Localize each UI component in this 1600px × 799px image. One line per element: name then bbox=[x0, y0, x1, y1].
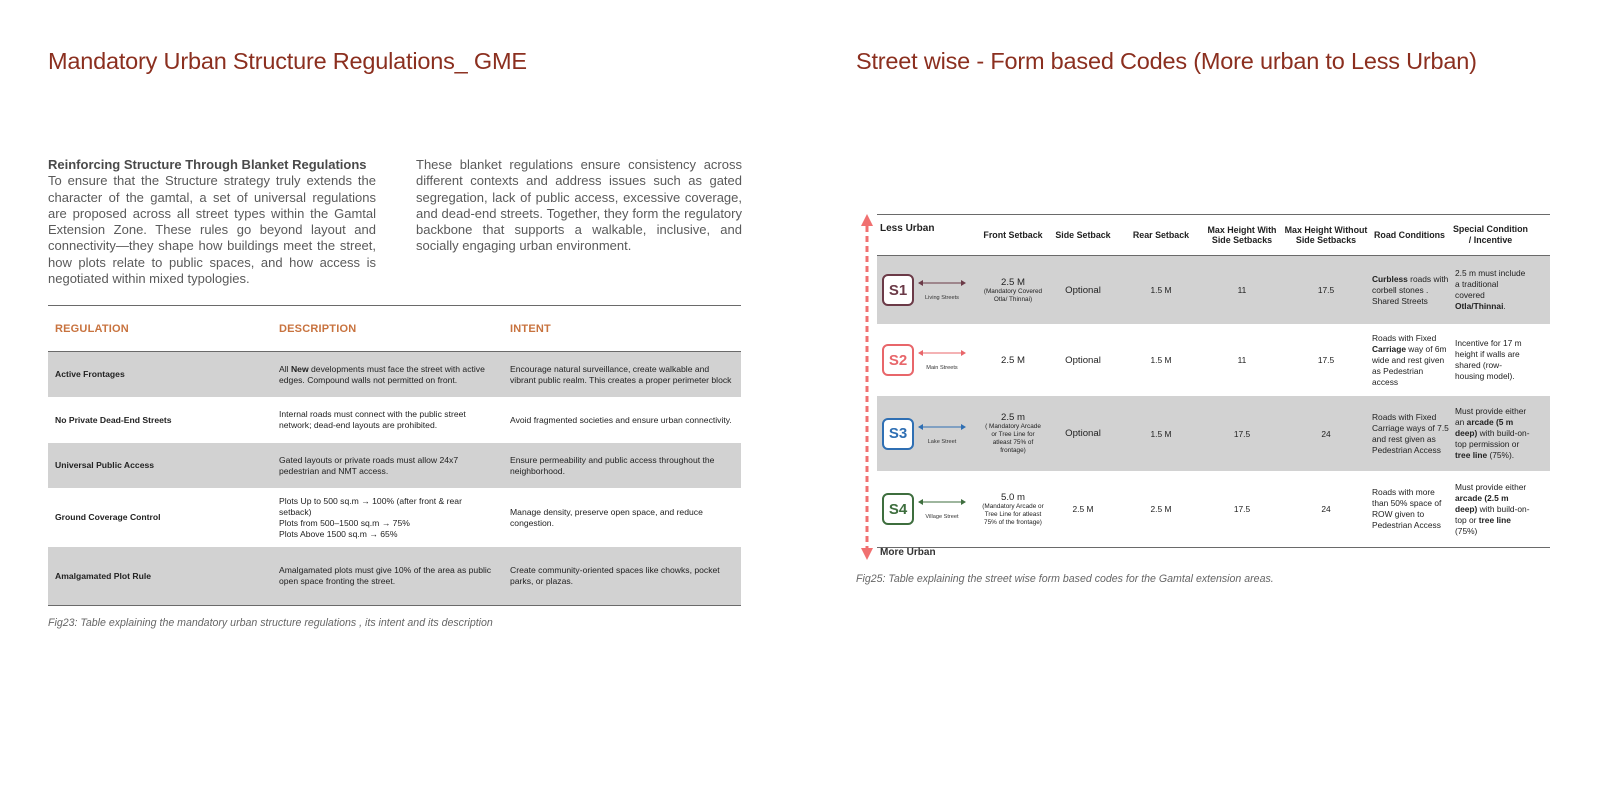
street-code-badge: S4 bbox=[882, 493, 914, 525]
side-setback: 2.5 M bbox=[1072, 504, 1094, 514]
table-row bbox=[877, 396, 1550, 471]
max-height-with-setbacks: 11 bbox=[1237, 285, 1247, 295]
street-name: Living Streets bbox=[925, 295, 959, 301]
regulation-description: Gated layouts or private roads must allow 24x7 pedestrian and NMT access. bbox=[279, 454, 459, 476]
double-arrow-icon bbox=[918, 423, 966, 431]
codes-table-header bbox=[877, 215, 1550, 256]
max-height-without-setbacks: 17.5 bbox=[1317, 355, 1335, 365]
regulation-intent: Encourage natural surveillance, create walkable and vibrant public realm. This creates a proper perimeter block bbox=[510, 363, 732, 385]
intro-column-2: These blanket regulations ensure consistency across different contexts and address issues such as gated segregation, lack of public access, excessive coverage, and dead-end streets. Together, they form the regulatory backbone that supports a walkable, inclusive, and socially engaging urban environment. bbox=[416, 157, 742, 254]
regulation-name: Universal Public Access bbox=[55, 460, 155, 470]
more-urban-label: More Urban bbox=[880, 547, 936, 558]
header-special-condition: Special Condition / Incentive bbox=[1453, 224, 1528, 245]
road-conditions: Roads with Fixed Carriage ways of 7.5 and rest given as Pedestrian Access bbox=[1372, 411, 1449, 455]
intro-column-1 bbox=[48, 157, 376, 287]
max-height-with-setbacks: 17.5 bbox=[1233, 428, 1251, 439]
table-row bbox=[877, 471, 1550, 548]
form-based-codes-table bbox=[877, 214, 1550, 548]
table-row bbox=[48, 443, 741, 488]
road-conditions: Roads with Fixed Carriage way of 6m wide and rest given as Pedestrian access bbox=[1372, 332, 1447, 387]
max-height-without-setbacks: 24 bbox=[1321, 428, 1331, 439]
side-setback: Optional bbox=[1065, 354, 1101, 366]
street-name: Main Streets bbox=[926, 365, 958, 371]
front-setback: 2.5 M bbox=[1001, 354, 1025, 366]
table-row bbox=[48, 488, 741, 547]
regulation-intent: Create community-oriented spaces like chowks, pocket parks, or plazas. bbox=[510, 565, 720, 586]
left-page-title: Mandatory Urban Structure Regulations_ GME bbox=[48, 48, 527, 74]
header-front-setback: Front Setback bbox=[983, 230, 1043, 240]
street-code-badge: S1 bbox=[882, 274, 914, 306]
rear-setback: 1.5 M bbox=[1150, 355, 1172, 365]
left-figure-caption: Fig23: Table explaining the mandatory urban structure regulations , its intent and its description bbox=[48, 617, 493, 629]
less-urban-label: Less Urban bbox=[880, 223, 935, 234]
intro-text-1: To ensure that the Structure strategy truly extends the character of the gamtal, a set of universal regulations are proposed across all street types within the Gamtal Extension Zone. These rules go beyond layout and connectivity—they shape how buildings meet the street, how plots relate to public spaces, and how access is negotiated within mixed typologies. bbox=[48, 173, 376, 287]
street-type-s4 bbox=[877, 493, 982, 525]
regulations-table bbox=[48, 305, 741, 606]
regulations-table-header bbox=[48, 305, 741, 352]
regulation-name: Amalgamated Plot Rule bbox=[55, 570, 151, 581]
regulation-name: Ground Coverage Control bbox=[55, 512, 161, 522]
road-conditions: Curbless roads with corbell stones . Shared Streets bbox=[1372, 273, 1449, 306]
header-description: DESCRIPTION bbox=[279, 322, 357, 335]
header-max-height-without: Max Height Without Side Setbacks bbox=[1284, 225, 1368, 245]
table-row bbox=[48, 397, 741, 443]
regulation-description: Internal roads must connect with the public street network; dead-end layouts are prohibited. bbox=[279, 409, 466, 430]
max-height-with-setbacks: 17.5 bbox=[1233, 504, 1251, 514]
special-condition: 2.5 m must include a traditional covered Otla/Thinnai. bbox=[1455, 268, 1526, 311]
table-row bbox=[48, 547, 741, 606]
table-row bbox=[877, 324, 1550, 396]
regulation-name: Active Frontages bbox=[55, 369, 125, 379]
street-type-s2 bbox=[877, 344, 982, 376]
street-name: Lake Street bbox=[927, 438, 957, 445]
rear-setback: 1.5 M bbox=[1150, 285, 1172, 295]
max-height-with-setbacks: 11 bbox=[1237, 355, 1247, 365]
regulation-intent: Manage density, preserve open space, and reduce congestion. bbox=[510, 506, 703, 528]
header-intent: INTENT bbox=[510, 322, 551, 335]
intro-heading: Reinforcing Structure Through Blanket Regulations bbox=[48, 157, 367, 172]
road-conditions: Roads with more than 50% space of ROW given to Pedestrian Access bbox=[1372, 487, 1442, 530]
street-type-s3 bbox=[877, 418, 982, 450]
rear-setback: 2.5 M bbox=[1150, 504, 1172, 514]
regulation-intent: Ensure permeability and public access throughout the neighborhood. bbox=[510, 454, 715, 476]
side-setback: Optional bbox=[1065, 284, 1101, 296]
max-height-without-setbacks: 17.5 bbox=[1317, 285, 1335, 295]
double-arrow-icon bbox=[918, 349, 966, 357]
street-code-badge: S2 bbox=[882, 344, 914, 376]
regulation-description: Plots Up to 500 sq.m → 100% (after front & rear setback) Plots from 500–1500 sq.m → 75% Plots Above 1500 sq.m → 65% bbox=[279, 495, 462, 539]
header-side-setback: Side Setback bbox=[1055, 230, 1111, 240]
special-condition: Must provide either an arcade (5 m deep) with build-on-top permission or tree line (75%). bbox=[1455, 406, 1530, 460]
regulation-description: Amalgamated plots must give 10% of the area as public open space fronting the street. bbox=[279, 565, 492, 586]
street-code-badge: S3 bbox=[882, 418, 914, 450]
right-page-title: Street wise - Form based Codes (More urban to Less Urban) bbox=[856, 48, 1477, 74]
side-setback: Optional bbox=[1065, 428, 1101, 439]
table-row bbox=[48, 352, 741, 397]
header-rear-setback: Rear Setback bbox=[1132, 230, 1190, 240]
front-setback: 5.0 m (Mandatory Arcade or Tree Line for atleast 75% of the frontage) bbox=[982, 491, 1044, 526]
regulation-description: All New developments must face the street with active edges. Compound walls not permitted on front. bbox=[279, 363, 485, 385]
table-row bbox=[877, 256, 1550, 324]
street-type-s1 bbox=[877, 274, 982, 306]
street-name: Village Street bbox=[925, 514, 959, 520]
urban-gradient-arrow bbox=[860, 212, 874, 562]
double-arrow-icon bbox=[918, 498, 966, 506]
header-regulation: REGULATION bbox=[55, 322, 129, 335]
regulation-intent: Avoid fragmented societies and ensure urban connectivity. bbox=[510, 414, 732, 425]
max-height-without-setbacks: 24 bbox=[1321, 504, 1331, 514]
front-setback: 2.5 M (Mandatory Covered Otla/ Thinnai) bbox=[983, 276, 1043, 303]
header-max-height-with: Max Height With Side Setbacks bbox=[1207, 225, 1277, 245]
regulation-name: No Private Dead-End Streets bbox=[55, 414, 172, 425]
double-arrow-icon bbox=[918, 279, 966, 287]
front-setback: 2.5 m ( Mandatory Arcade or Tree Line for atleast 75% of frontage) bbox=[985, 412, 1041, 454]
rear-setback: 1.5 M bbox=[1150, 428, 1172, 439]
header-road-conditions: Road Conditions bbox=[1374, 229, 1445, 240]
right-figure-caption: Fig25: Table explaining the street wise form based codes for the Gamtal extension areas. bbox=[856, 573, 1274, 585]
special-condition: Incentive for 17 m height if walls are shared (row-housing model). bbox=[1455, 338, 1522, 381]
special-condition: Must provide either arcade (2.5 m deep) with build-on-top or tree line (75%) bbox=[1455, 481, 1530, 536]
